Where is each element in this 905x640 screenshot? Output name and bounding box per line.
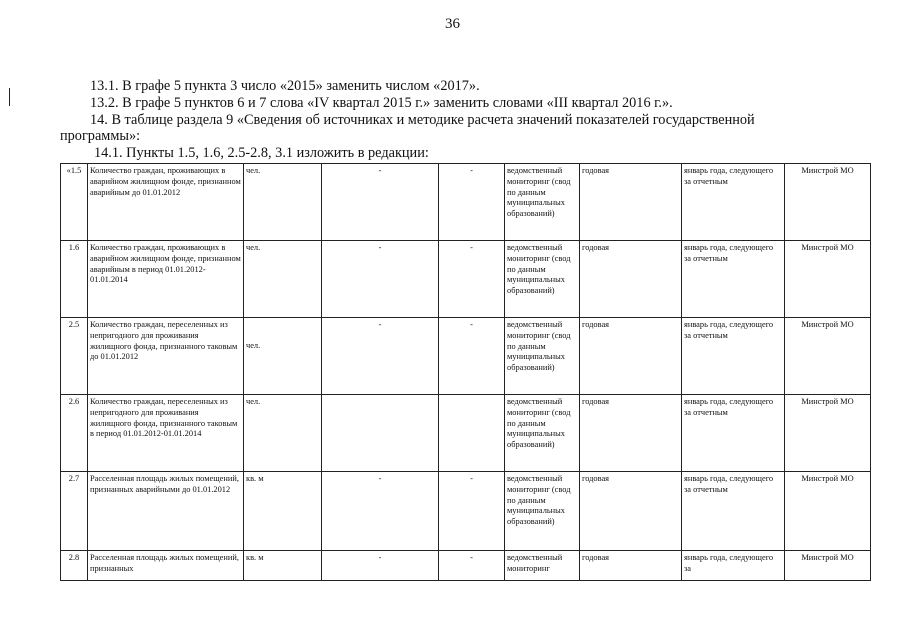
paragraph-14-1: 14.1. Пункты 1.5, 1.6, 2.5-2.8, 3.1 изложить в редакции: [94, 145, 429, 161]
dash-cell: - [322, 551, 439, 581]
page-number: 36 [445, 16, 460, 32]
deadline: январь года, следующего за отчетным [682, 241, 785, 318]
unit-text: чел. [246, 341, 261, 350]
indicators-table [60, 163, 871, 581]
table-row [61, 318, 871, 395]
table-row [61, 551, 871, 581]
unit: чел. [244, 241, 322, 318]
indicator-name: Количество граждан, проживающих в аварийном жилищном фонде, признанном аварийным в период 01.01.2012-01.01.2014 [88, 241, 244, 318]
dash-cell: - [439, 164, 505, 241]
row-number: 2.7 [61, 472, 88, 551]
row-number: 2.6 [61, 395, 88, 472]
dash-cell: - [439, 318, 505, 395]
paragraph-13-1: 13.1. В графе 5 пункта 3 число «2015» заменить числом «2017». [90, 78, 480, 94]
indicator-name: Расселенная площадь жилых помещений, признанных [88, 551, 244, 581]
responsible: Минстрой МО [785, 164, 871, 241]
responsible: Минстрой МО [785, 241, 871, 318]
periodicity: годовая [580, 395, 682, 472]
unit: чел. [244, 395, 322, 472]
table-row [61, 472, 871, 551]
paragraph-13-2: 13.2. В графе 5 пунктов 6 и 7 слова «IV квартал 2015 г.» заменить словами «III квартал 2016 г.». [90, 95, 673, 111]
table-row [61, 395, 871, 472]
data-source: ведомственный мониторинг (свод по данным муниципальных образований) [505, 395, 580, 472]
unit: кв. м [244, 551, 322, 581]
dash-cell: - [322, 241, 439, 318]
unit: кв. м [244, 472, 322, 551]
deadline: январь года, следующего за отчетным [682, 318, 785, 395]
dash-cell: - [439, 551, 505, 581]
data-source: ведомственный мониторинг (свод по данным муниципальных образований) [505, 318, 580, 395]
periodicity: годовая [580, 241, 682, 318]
table-row [61, 241, 871, 318]
row-number: «1.5 [61, 164, 88, 241]
dash-cell: - [322, 164, 439, 241]
paragraph-14-continued: программы»: [60, 128, 141, 144]
periodicity: годовая [580, 472, 682, 551]
unit [244, 318, 322, 395]
indicator-name: Количество граждан, проживающих в аварийном жилищном фонде, признанном аварийным до 01.01.2012 [88, 164, 244, 241]
dash-cell: - [322, 472, 439, 551]
deadline: январь года, следующего за [682, 551, 785, 581]
responsible: Минстрой МО [785, 395, 871, 472]
indicator-name: Расселенная площадь жилых помещений, признанных аварийными до 01.01.2012 [88, 472, 244, 551]
responsible: Минстрой МО [785, 318, 871, 395]
row-number: 1.6 [61, 241, 88, 318]
data-source: ведомственный мониторинг (свод по данным муниципальных образований) [505, 241, 580, 318]
indicator-name: Количество граждан, переселенных из непригодного для проживания жилищного фонда, признанного таковым в период 01.01.2012-01.01.2014 [88, 395, 244, 472]
margin-mark [9, 88, 10, 106]
dash-cell [322, 395, 439, 472]
dash-cell [439, 395, 505, 472]
dash-cell: - [439, 472, 505, 551]
unit: чел. [244, 164, 322, 241]
row-number: 2.8 [61, 551, 88, 581]
deadline: январь года, следующего за отчетным [682, 472, 785, 551]
data-source: ведомственный мониторинг [505, 551, 580, 581]
deadline: январь года, следующего за отчетным [682, 164, 785, 241]
indicator-name: Количество граждан, переселенных из непригодного для проживания жилищного фонда, признанного таковым до 01.01.2012 [88, 318, 244, 395]
periodicity: годовая [580, 164, 682, 241]
responsible: Минстрой МО [785, 472, 871, 551]
periodicity: годовая [580, 551, 682, 581]
dash-cell: - [322, 318, 439, 395]
table-row [61, 164, 871, 241]
deadline: январь года, следующего за отчетным [682, 395, 785, 472]
data-source: ведомственный мониторинг (свод по данным муниципальных образований) [505, 164, 580, 241]
paragraph-14: 14. В таблице раздела 9 «Сведения об источниках и методике расчета значений показателей государственной [90, 112, 755, 128]
data-source: ведомственный мониторинг (свод по данным муниципальных образований) [505, 472, 580, 551]
responsible: Минстрой МО [785, 551, 871, 581]
dash-cell: - [439, 241, 505, 318]
row-number: 2.5 [61, 318, 88, 395]
periodicity: годовая [580, 318, 682, 395]
